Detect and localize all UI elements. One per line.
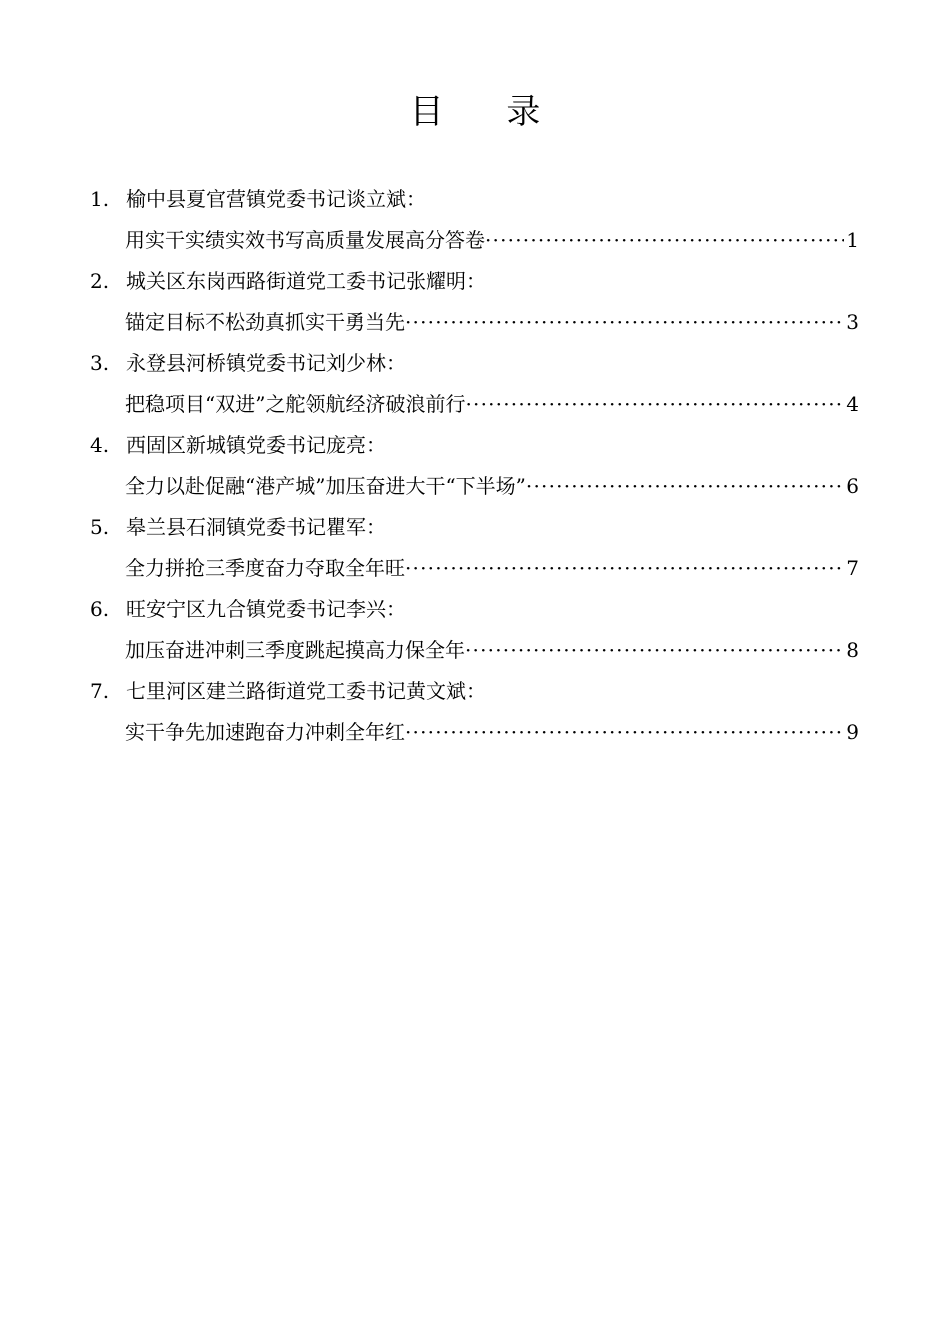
entry-heading [90,508,386,546]
toc-entry[interactable] [0,672,950,754]
entry-heading [90,672,486,710]
entry-title-line[interactable] [125,467,859,505]
entry-heading-text: 旺安宁区九合镇党委书记李兴： [126,597,406,621]
entry-page-number: 7 [846,556,859,580]
entry-subtitle: 把稳项目“双进”之舵领航经济破浪前行 [125,392,466,416]
entry-heading-text: 皋兰县石洞镇党委书记瞿军： [126,515,386,539]
entry-number: 5. [90,515,110,539]
entry-number: 1. [90,187,110,211]
dot-leader [405,303,844,341]
entry-subtitle: 加压奋进冲刺三季度跳起摸高力保全年 [125,638,465,662]
toc-entry[interactable] [0,180,950,262]
entry-title-line[interactable] [125,631,859,669]
entry-page-number: 9 [846,720,859,744]
toc-entry[interactable] [0,508,950,590]
entry-heading [90,180,426,218]
toc-title: 目 录 [409,92,567,132]
entry-page-number: 4 [846,392,859,416]
entry-title-line[interactable] [125,549,859,587]
entry-page-number: 6 [846,474,859,498]
dot-leader [526,467,844,505]
toc-entry[interactable] [0,426,950,508]
entry-subtitle: 实干争先加速跑奋力冲刺全年红 [125,720,405,744]
entry-heading-text: 榆中县夏官营镇党委书记谈立斌： [126,187,426,211]
entry-title-line[interactable] [125,303,859,341]
dot-leader [485,221,844,259]
entry-number: 7. [90,679,110,703]
entry-number: 4. [90,433,110,457]
dot-leader [405,549,844,587]
entry-subtitle: 全力以赴促融“港产城”加压奋进大干“下半场” [125,474,526,498]
entry-page-number: 3 [846,310,859,334]
entry-subtitle: 锚定目标不松劲真抓实干勇当先 [125,310,405,334]
entry-page-number: 1 [846,228,859,252]
entry-heading-text: 七里河区建兰路街道党工委书记黄文斌： [126,679,486,703]
dot-leader [465,385,844,423]
entry-heading-text: 西固区新城镇党委书记庞亮： [126,433,386,457]
toc-entry[interactable] [0,344,950,426]
dot-leader [405,713,844,751]
entry-page-number: 8 [846,638,859,662]
toc-entry[interactable] [0,262,950,344]
entry-subtitle: 全力拼抢三季度奋力夺取全年旺 [125,556,405,580]
entry-number: 2. [90,269,110,293]
entry-number: 3. [90,351,110,375]
entry-subtitle: 用实干实绩实效书写高质量发展高分答卷 [125,228,485,252]
dot-leader [465,631,844,669]
entry-title-line[interactable] [125,713,859,751]
toc-entry[interactable] [0,590,950,672]
entry-title-line[interactable] [125,221,859,259]
entry-number: 6. [90,597,110,621]
entry-heading [90,426,386,464]
entry-title-line[interactable] [125,385,859,423]
entry-heading [90,262,486,300]
entry-heading-text: 永登县河桥镇党委书记刘少林： [126,351,406,375]
entry-heading-text: 城关区东岗西路街道党工委书记张耀明： [126,269,486,293]
entry-heading [90,344,406,382]
entry-heading [90,590,406,628]
